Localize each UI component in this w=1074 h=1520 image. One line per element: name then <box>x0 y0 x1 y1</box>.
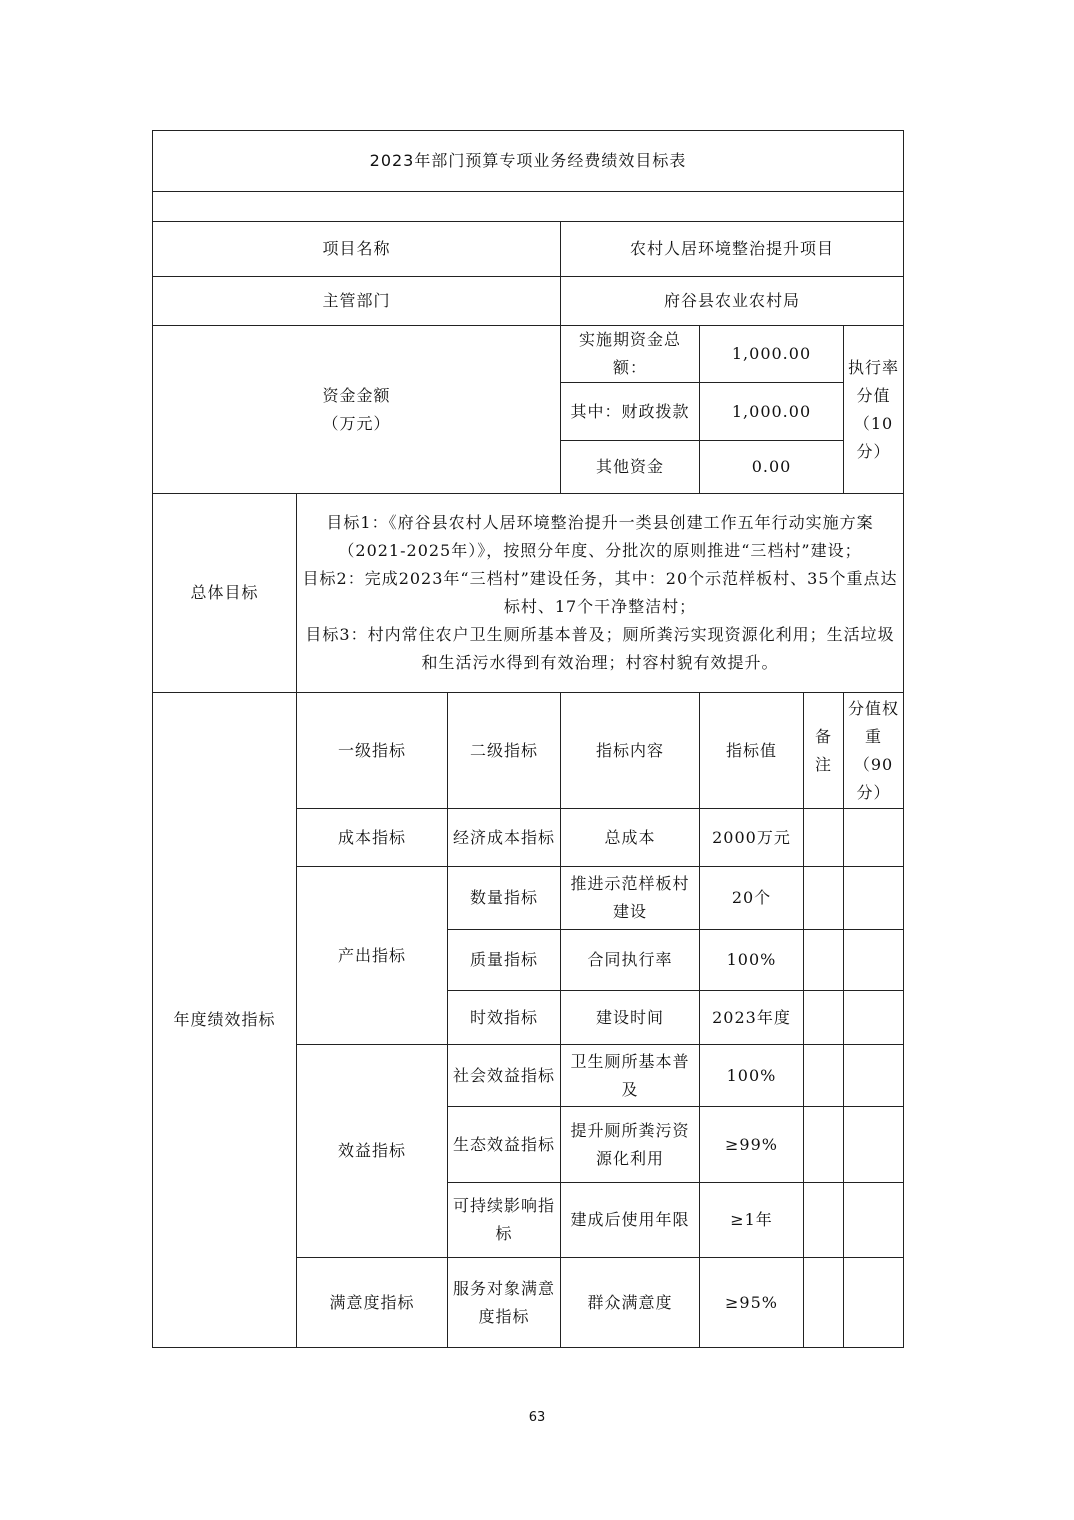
header-level2: 二级指标 <box>448 693 561 809</box>
weight-cell <box>844 1107 904 1183</box>
goal-3: 目标3：村内常住农户卫生厕所基本普及；厕所粪污实现资源化利用；生活垃圾和生活污水得到有效治理；村容村貌有效提升。 <box>305 625 895 672</box>
indicator-content: 推进示范样板村建设 <box>561 867 700 930</box>
performance-target-table <box>152 130 904 1348</box>
header-weight: 分值权重（90分） <box>844 693 904 809</box>
indicator-content: 建设时间 <box>561 991 700 1045</box>
department-label: 主管部门 <box>153 277 561 326</box>
remark-cell <box>804 809 844 867</box>
funds-label <box>153 326 561 494</box>
weight-cell <box>844 867 904 930</box>
level2-indicator: 服务对象满意度指标 <box>448 1258 561 1348</box>
remark-cell <box>804 1045 844 1107</box>
remark-cell <box>804 1107 844 1183</box>
funds-label-line1: 资金金额 <box>322 385 391 405</box>
weight-cell <box>844 809 904 867</box>
remark-cell <box>804 867 844 930</box>
header-level1: 一级指标 <box>297 693 448 809</box>
level2-indicator: 质量指标 <box>448 930 561 991</box>
indicator-value: 100% <box>700 1045 804 1107</box>
indicator-value: ≥95% <box>700 1258 804 1348</box>
department-value: 府谷县农业农村局 <box>561 277 904 326</box>
page-number: 63 <box>528 1410 546 1425</box>
indicator-value: 2000万元 <box>700 809 804 867</box>
level2-indicator: 数量指标 <box>448 867 561 930</box>
fund-total-value: 1,000.00 <box>700 326 844 383</box>
indicator-value: ≥1年 <box>700 1183 804 1258</box>
remark-cell <box>804 991 844 1045</box>
indicator-content: 合同执行率 <box>561 930 700 991</box>
indicator-content: 建成后使用年限 <box>561 1183 700 1258</box>
fund-total-label: 实施期资金总额： <box>561 326 700 383</box>
blank-row <box>153 192 904 222</box>
remark-cell <box>804 1183 844 1258</box>
fund-fiscal-value: 1,000.00 <box>700 383 844 441</box>
weight-cell <box>844 1183 904 1258</box>
indicator-content: 群众满意度 <box>561 1258 700 1348</box>
weight-cell <box>844 930 904 991</box>
level2-indicator: 可持续影响指标 <box>448 1183 561 1258</box>
fund-other-value: 0.00 <box>700 441 844 494</box>
remark-cell <box>804 1258 844 1348</box>
level1-indicator: 产出指标 <box>297 867 448 1045</box>
remark-cell <box>804 930 844 991</box>
funds-label-line2: （万元） <box>322 413 391 433</box>
header-value: 指标值 <box>700 693 804 809</box>
indicator-value: 100% <box>700 930 804 991</box>
table-title: 2023年部门预算专项业务经费绩效目标表 <box>153 131 904 192</box>
execution-score-label: 执行率分值（10分） <box>844 326 904 494</box>
project-name-label: 项目名称 <box>153 222 561 277</box>
level1-indicator: 成本指标 <box>297 809 448 867</box>
level2-indicator: 经济成本指标 <box>448 809 561 867</box>
indicator-value: 2023年度 <box>700 991 804 1045</box>
project-name-value: 农村人居环境整治提升项目 <box>561 222 904 277</box>
indicator-content: 总成本 <box>561 809 700 867</box>
fund-other-label: 其他资金 <box>561 441 700 494</box>
goal-1: 目标1：《府谷县农村人居环境整治提升一类县创建工作五年行动实施方案（2021-2025年）》，按照分年度、分批次的原则推进“三档村”建设； <box>326 513 874 560</box>
header-remark: 备注 <box>804 693 844 809</box>
goal-2: 目标2：完成2023年“三档村”建设任务，其中：20个示范样板村、35个重点达标村、17个干净整洁村； <box>302 569 898 616</box>
fund-fiscal-label: 其中：财政拨款 <box>561 383 700 441</box>
level2-indicator: 社会效益指标 <box>448 1045 561 1107</box>
level1-indicator: 效益指标 <box>297 1045 448 1258</box>
indicator-value: 20个 <box>700 867 804 930</box>
weight-cell <box>844 1045 904 1107</box>
weight-cell <box>844 1258 904 1348</box>
weight-cell <box>844 991 904 1045</box>
header-content: 指标内容 <box>561 693 700 809</box>
indicator-content: 卫生厕所基本普及 <box>561 1045 700 1107</box>
level2-indicator: 时效指标 <box>448 991 561 1045</box>
annual-indicator-label: 年度绩效指标 <box>153 693 297 1348</box>
overall-goal-text <box>297 494 904 693</box>
level1-indicator: 满意度指标 <box>297 1258 448 1348</box>
overall-goal-label: 总体目标 <box>153 494 297 693</box>
indicator-content: 提升厕所粪污资源化利用 <box>561 1107 700 1183</box>
level2-indicator: 生态效益指标 <box>448 1107 561 1183</box>
indicator-value: ≥99% <box>700 1107 804 1183</box>
